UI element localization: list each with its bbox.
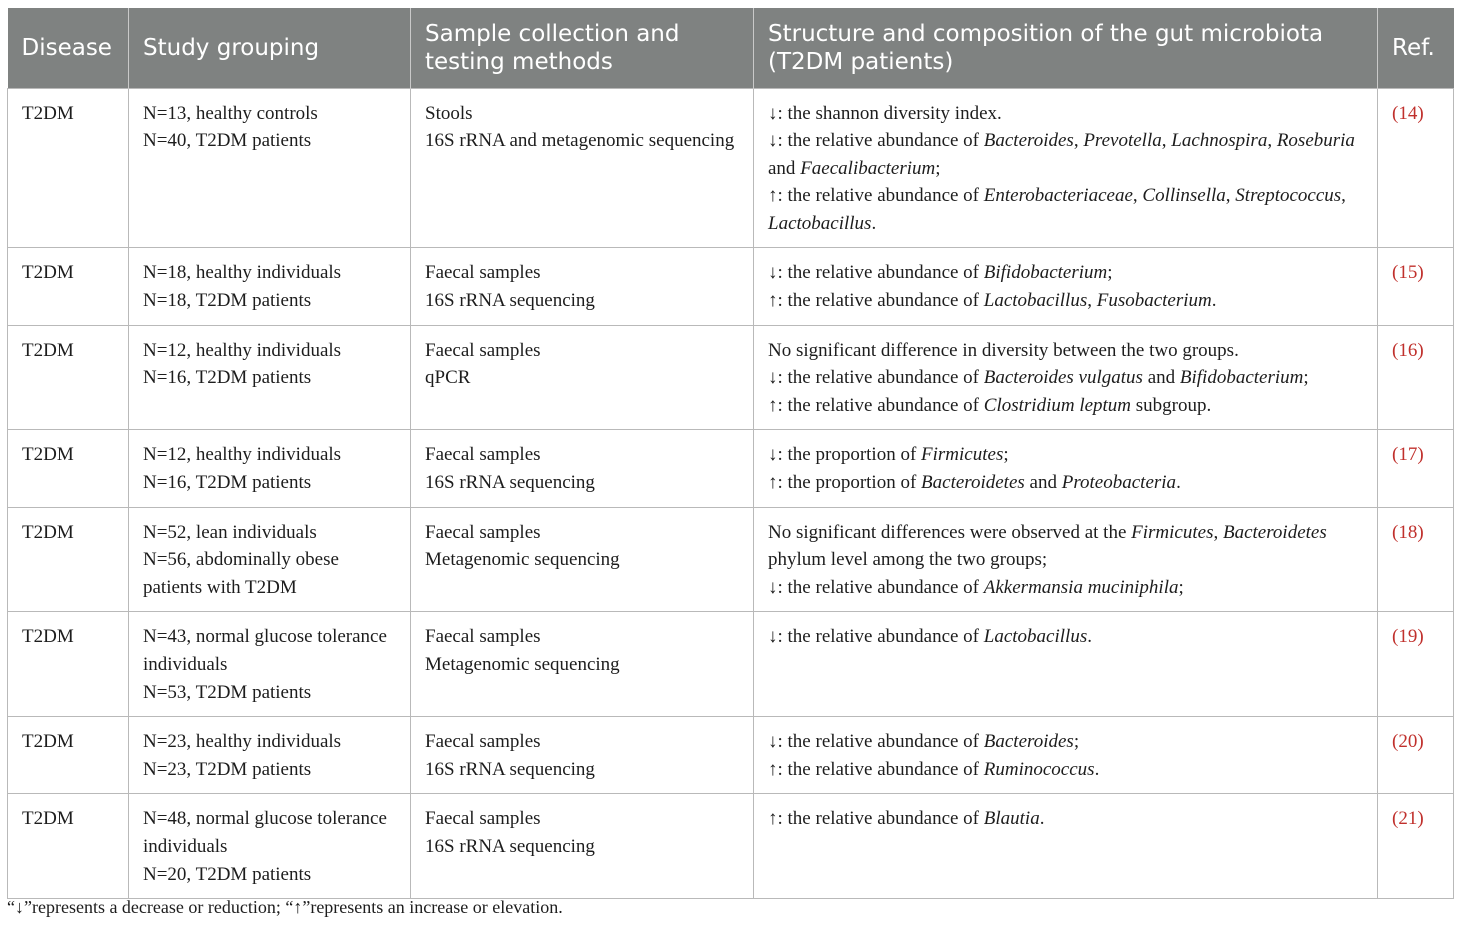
taxon-name: Akkermansia muciniphila (983, 576, 1179, 598)
sample-methods-cell (411, 794, 754, 899)
composition-line (768, 182, 1363, 237)
method-line: Stools (425, 102, 473, 124)
method-line: 16S rRNA sequencing (425, 472, 595, 494)
composition-text: subgroup. (1131, 394, 1212, 416)
ref-cell (1378, 717, 1454, 794)
sample-methods-cell (411, 248, 754, 325)
composition-text: ; (1107, 262, 1113, 284)
grouping-line: N=12, healthy individuals (143, 339, 342, 361)
taxon-name: Ruminococcus (983, 758, 1095, 780)
grouping-line: N=16, T2DM patients (143, 472, 312, 494)
study-grouping-cell (129, 430, 411, 507)
microbiota-composition-cell (754, 612, 1378, 717)
grouping-line: N=52, lean individuals (143, 521, 317, 543)
composition-text: ↓: the relative abundance of (768, 626, 984, 648)
composition-text: ↓: the relative abundance of (768, 576, 984, 598)
grouping-line: N=18, healthy individuals (143, 262, 342, 284)
composition-text: ↓: the proportion of (768, 444, 922, 466)
reference-link[interactable]: (15) (1392, 262, 1424, 284)
table-row (8, 430, 1454, 507)
reference-link[interactable]: (17) (1392, 444, 1424, 466)
composition-text: , (1073, 130, 1084, 152)
composition-text: ↓: the shannon diversity index. (768, 102, 1002, 124)
composition-text: , (1213, 521, 1223, 543)
composition-line (768, 100, 1363, 128)
composition-text: . (1087, 626, 1092, 648)
header-row (8, 8, 1454, 88)
taxon-name: Bacteroides (983, 731, 1074, 753)
grouping-line: N=20, T2DM patients (143, 863, 312, 885)
composition-text: ↑: the proportion of (768, 472, 922, 494)
grouping-line: N=18, T2DM patients (143, 290, 312, 312)
composition-text: ↑: the relative abundance of (768, 290, 984, 312)
study-grouping-cell (129, 325, 411, 430)
table-row (8, 507, 1454, 612)
table-row (8, 717, 1454, 794)
composition-line (768, 623, 1363, 651)
sample-methods-cell (411, 507, 754, 612)
table-row (8, 325, 1454, 430)
composition-line (768, 441, 1363, 469)
method-line: Faecal samples (425, 444, 541, 466)
study-grouping-cell (129, 717, 411, 794)
taxon-name: Proteobacteria (1061, 472, 1177, 494)
composition-text: ; (1073, 731, 1080, 753)
table-row (8, 88, 1454, 248)
sample-methods-cell (411, 717, 754, 794)
composition-text: phylum level among the two groups; (768, 549, 1048, 571)
taxon-name: Bifidobacterium (983, 262, 1108, 284)
composition-line (768, 805, 1363, 833)
method-line: Faecal samples (425, 521, 541, 543)
composition-text: and (768, 157, 801, 179)
taxon-name: Firmicutes (921, 444, 1004, 466)
method-line: Faecal samples (425, 339, 541, 361)
taxon-name: Lactobacillus (983, 626, 1088, 648)
study-grouping-cell (129, 794, 411, 899)
taxon-name: Lactobacillus (768, 212, 872, 234)
taxon-name: Firmicutes (1131, 521, 1214, 543)
composition-text: ↓: the relative abundance of (768, 130, 984, 152)
method-line: Faecal samples (425, 808, 541, 830)
taxon-name: Prevotella (1083, 130, 1162, 152)
composition-text: ↑: the relative abundance of (768, 394, 984, 416)
header-study-grouping: Study grouping (129, 8, 411, 88)
taxon-name: Bifidobacterium (1179, 367, 1304, 389)
method-line: Faecal samples (425, 731, 541, 753)
composition-line (768, 728, 1363, 756)
composition-line (768, 392, 1363, 420)
grouping-line: N=12, healthy individuals (143, 444, 342, 466)
method-line: qPCR (425, 367, 471, 389)
composition-line (768, 469, 1363, 497)
disease-cell: T2DM (8, 794, 129, 899)
composition-text: , (1267, 130, 1277, 152)
disease-cell: T2DM (8, 88, 129, 248)
composition-line (768, 756, 1363, 784)
disease-cell: T2DM (8, 717, 129, 794)
composition-text: , (1087, 290, 1097, 312)
composition-text: ; (935, 157, 941, 179)
table-row (8, 248, 1454, 325)
footnote: “↓”represents a decrease or reduction; “↑”represents an increase or elevation. (7, 897, 563, 917)
grouping-line: N=13, healthy controls (143, 102, 318, 124)
composition-text: ↑: the relative abundance of (768, 185, 984, 207)
reference-link[interactable]: (14) (1392, 102, 1424, 124)
method-line: Metagenomic sequencing (425, 549, 620, 571)
sample-methods-cell (411, 325, 754, 430)
reference-link[interactable]: (16) (1392, 339, 1424, 361)
microbiota-composition-cell (754, 507, 1378, 612)
taxon-name: Streptococcus (1235, 185, 1342, 207)
composition-line (768, 127, 1363, 182)
grouping-line: N=16, T2DM patients (143, 367, 312, 389)
composition-text: ↓: the relative abundance of (768, 731, 984, 753)
taxon-name: Lactobacillus (983, 290, 1088, 312)
ref-cell (1378, 612, 1454, 717)
composition-text: No significant differences were observed at the (768, 521, 1132, 543)
microbiota-composition-cell (754, 794, 1378, 899)
composition-text: , (1225, 185, 1236, 207)
method-line: 16S rRNA sequencing (425, 758, 595, 780)
disease-cell: T2DM (8, 248, 129, 325)
microbiota-composition-cell (754, 325, 1378, 430)
grouping-line: N=48, normal glucose tolerance individuals (143, 808, 387, 857)
taxon-name: Bacteroidetes (1222, 521, 1327, 543)
method-line: 16S rRNA sequencing (425, 290, 595, 312)
disease-cell: T2DM (8, 430, 129, 507)
study-grouping-cell (129, 507, 411, 612)
header-disease: Disease (8, 8, 129, 88)
header-microbiota-composition: Structure and composition of the gut microbiota (T2DM patients) (754, 8, 1378, 88)
method-line: Metagenomic sequencing (425, 654, 620, 675)
composition-text: and (1142, 367, 1180, 389)
study-grouping-cell (129, 248, 411, 325)
microbiota-composition-cell (754, 430, 1378, 507)
composition-text: ; (1303, 367, 1309, 389)
method-line: 16S rRNA sequencing (425, 835, 595, 857)
taxon-name: Roseburia (1276, 130, 1355, 152)
composition-text: . (1211, 290, 1217, 312)
microbiota-composition-cell (754, 88, 1378, 248)
grouping-line: N=43, normal glucose tolerance individuals (143, 626, 387, 675)
reference-link[interactable]: (20) (1392, 731, 1424, 753)
table-body (8, 88, 1454, 899)
reference-link[interactable]: (18) (1392, 521, 1424, 543)
disease-cell: T2DM (8, 612, 129, 717)
taxon-name: Bacteroides (983, 130, 1074, 152)
grouping-line: N=40, T2DM patients (143, 130, 312, 152)
taxon-name: Faecalibacterium (800, 157, 936, 179)
taxon-name: Fusobacterium (1096, 290, 1212, 312)
composition-line (768, 364, 1363, 392)
composition-line (768, 287, 1363, 315)
header-ref: Ref. (1378, 8, 1454, 88)
ref-cell (1378, 430, 1454, 507)
study-grouping-cell (129, 612, 411, 717)
composition-text: No significant difference in diversity between the two groups. (768, 339, 1239, 361)
microbiota-composition-cell (754, 248, 1378, 325)
table-row (8, 612, 1454, 717)
ref-cell (1378, 248, 1454, 325)
grouping-line: N=53, T2DM patients (143, 681, 312, 703)
ref-cell (1378, 794, 1454, 899)
sample-methods-cell (411, 430, 754, 507)
composition-line (768, 574, 1363, 602)
ref-cell (1378, 88, 1454, 248)
reference-link[interactable]: (19) (1392, 626, 1424, 648)
taxon-name: Blautia (983, 808, 1040, 830)
study-grouping-cell (129, 88, 411, 248)
composition-text: . (1094, 758, 1100, 780)
disease-cell: T2DM (8, 325, 129, 430)
microbiota-composition-cell (754, 717, 1378, 794)
taxon-name: Clostridium leptum (983, 394, 1132, 416)
composition-line (768, 259, 1363, 287)
composition-text: ; (1178, 576, 1184, 598)
composition-line (768, 519, 1363, 574)
sample-methods-cell (411, 88, 754, 248)
table-row (8, 794, 1454, 899)
ref-cell (1378, 325, 1454, 430)
composition-text: , (1132, 185, 1143, 207)
taxon-name: Bacteroides vulgatus (983, 367, 1143, 389)
grouping-line: N=23, healthy individuals (143, 731, 342, 753)
sample-methods-cell (411, 612, 754, 717)
taxon-name: Collinsella (1142, 185, 1226, 207)
ref-cell (1378, 507, 1454, 612)
composition-text: ↑: the relative abundance of (768, 758, 984, 780)
method-line: Faecal samples (425, 626, 541, 648)
composition-text: . (871, 212, 877, 234)
header-sample-methods: Sample collection and testing methods (411, 8, 754, 88)
composition-text: , (1341, 185, 1346, 207)
taxon-name: Enterobacteriaceae (983, 185, 1133, 207)
reference-link[interactable]: (21) (1392, 808, 1424, 830)
grouping-line: N=23, T2DM patients (143, 758, 312, 780)
method-line: Faecal samples (425, 262, 541, 284)
method-line: 16S rRNA and metagenomic sequencing (425, 130, 735, 152)
composition-line (768, 337, 1363, 365)
composition-text: , (1161, 130, 1172, 152)
composition-text: . (1039, 808, 1045, 830)
microbiota-table (7, 8, 1454, 899)
composition-text: ↓: the relative abundance of (768, 262, 984, 284)
grouping-line: N=56, abdominally obese patients with T2DM (143, 549, 339, 598)
composition-text: . (1176, 472, 1181, 494)
taxon-name: Lachnospira (1171, 130, 1268, 152)
composition-text: ; (1003, 444, 1009, 466)
taxon-name: Bacteroidetes (921, 472, 1025, 494)
composition-text: and (1024, 472, 1062, 494)
composition-text: ↓: the relative abundance of (768, 367, 984, 389)
composition-text: ↑: the relative abundance of (768, 808, 984, 830)
disease-cell: T2DM (8, 507, 129, 612)
